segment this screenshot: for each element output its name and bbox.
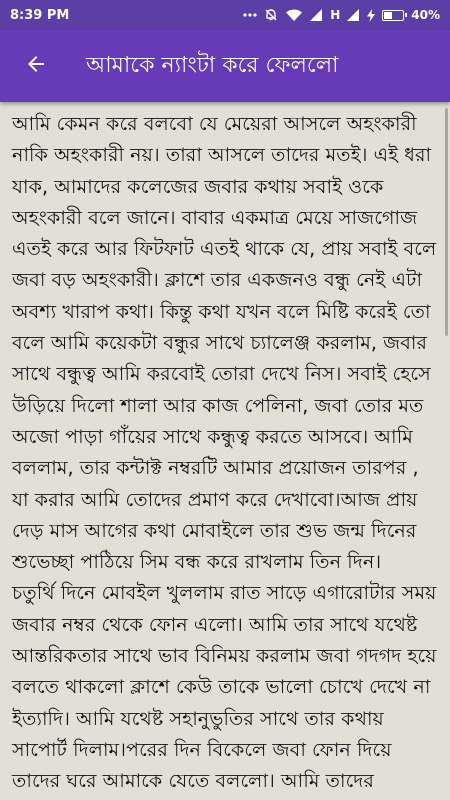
story-text: আমি কেমন করে বলবো যে মেয়েরা আসলে অহংকারী নাকি অহংকারী নয়। তারা আসলে তাদের মতই। এই ধরা যাক, আমাদের কলেজের জবার কথায় সবাই ওকে অহংকারী বলে জানে। বাবার একমাত্র মেয়ে সাজগোজ এতই করে আর ফিটফাট এতই থাকে যে, প্রায় সবাই বলে জবা বড় অহংকারী। ক্লাশে তার একজনও বন্ধু নেই এটা অবশ্য খারাপ কথা। কিন্তু কথা যখন বলে মিষ্টি করেই তো বলে আমি কয়েকটা বন্ধুর সাথে চ্যালেঞ্জ করলাম, জবার সাথে বন্ধুত্ব আমি করবোই তোরা দেখে নিস। সবাই হেসে উড়িয়ে দিলো শালা আর কাজ পেলিনা, জবা তোর মত অজো পাড়া গাঁয়ের সাথে কন্ধুত্ব করতে আসবে। আমি বললাম, তার কন্টাক্ট নম্বরটি আমার প্রয়োজন তারপর , যা করার আমি তোদের প্রমাণ করে দেখাবো।আজ প্রায় দেড় মাস আগের কথা মোবাইলে তার শুভ জন্ম দিনের শুভেচ্ছা পাঠিয়ে সিম বন্ধ করে রাখলাম তিন দিন। চতুর্থি দিনে মোবইল খুললাম রাত সাড়ে এগারোটার সময় জবার নম্বর থেকে ফোন এলো। আমি তার সাথে যথেষ্ট আন্তরিকতার সাথে ভাব বিনিময় করলাম জবা গদগদ হয়ে বলতে থাকলো ক্লাশে কেউ তাকে ভালো চোখে দেখে না ইত্যাদি। আমি যথেষ্ট সহানুভুতির সাথে তার কথায় সাপোর্ট দিলাম।পরের দিন বিকেলে জবা ফোন দিয়ে তাদের ঘরে আমাকে যেতে বললো। আমি তাদের bbox=[12, 112, 437, 793]
status-icons bbox=[243, 8, 440, 22]
network-type-label: H bbox=[330, 8, 341, 22]
alarm-off-icon bbox=[264, 8, 278, 22]
scrollbar[interactable] bbox=[445, 108, 448, 336]
wifi-icon bbox=[285, 9, 303, 22]
story-content[interactable] bbox=[0, 102, 450, 800]
arrow-left-icon bbox=[24, 52, 48, 80]
signal-icon bbox=[347, 9, 360, 21]
status-time: 8:39 PM bbox=[10, 7, 70, 23]
battery-percent: 40% bbox=[411, 8, 440, 22]
notification-dots-icon bbox=[243, 13, 257, 17]
charging-icon bbox=[367, 9, 375, 22]
app-toolbar bbox=[0, 30, 450, 102]
status-bar bbox=[0, 0, 450, 30]
signal-icon bbox=[310, 9, 323, 21]
battery-icon bbox=[382, 10, 404, 21]
page-title: আমাকে ন্যাংটা করে ফেললো bbox=[86, 52, 339, 78]
back-button[interactable] bbox=[8, 38, 64, 94]
battery-level bbox=[384, 12, 392, 19]
